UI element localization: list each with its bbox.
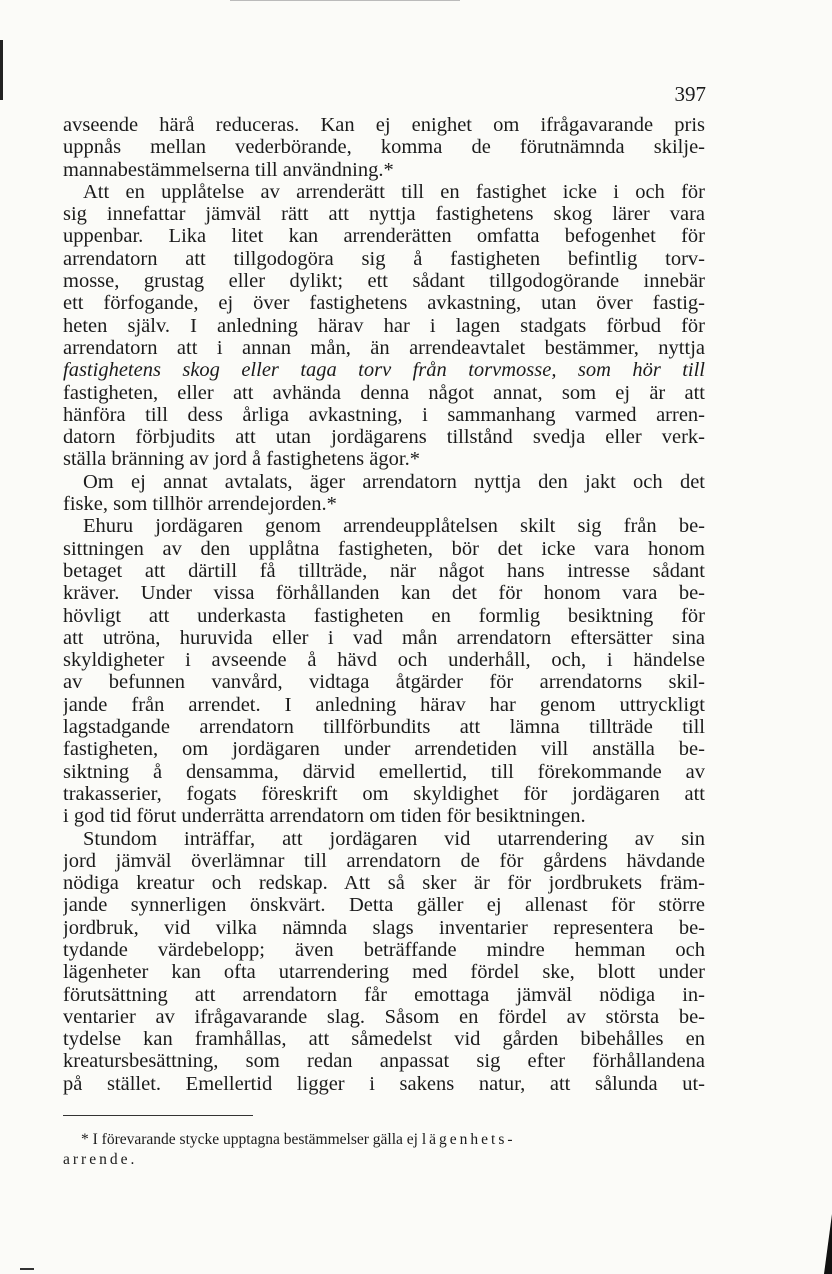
body-text <box>63 114 705 1095</box>
text-line: ett förfogande, ej över fastighetens avkastning, utan över fastig- <box>63 292 705 315</box>
text-line: jord jämväl överlämnar till arrendatorn de för gårdens hävdande <box>63 849 705 872</box>
text-line: hänföra till dess årliga avkastning, i sammanhang varmed arren- <box>63 403 705 426</box>
text-line: förutsättning att arrendatorn får emottaga jämväl nödiga in- <box>63 983 705 1006</box>
text-line: trakasserier, fogats föreskrift om skyldighet för jordägaren att <box>63 782 705 805</box>
text-line: lagstadgande arrendatorn tillförbundits att lämna tillträde till <box>63 716 705 739</box>
text-line: arrendatorn att tillgodogöra sig å fastigheten befintlig torv- <box>63 247 705 270</box>
footnote <box>63 1130 705 1170</box>
text-line: betaget att därtill få tillträde, när något hans intresse sådant <box>63 559 705 582</box>
text-line: på stället. Emellertid ligger i sakens natur, att sålunda ut- <box>63 1072 705 1095</box>
text-line: skyldigheter i avseende å hävd och underhåll, och, i händelse <box>63 649 705 672</box>
text-line: Att en upplåtelse av arrenderätt till en fastighet icke i och för <box>83 180 705 203</box>
text-line: avseende härå reduceras. Kan ej enighet om ifrågavarande pris <box>63 114 705 136</box>
text-line: siktning å densamma, därvid emellertid, till förekommande av <box>63 760 705 783</box>
text-line: tydelse kan framhållas, att såmedelst vid gården bibehålles en <box>63 1028 705 1051</box>
text-line: sittningen av den upplåtna fastigheten, bör det icke vara honom <box>63 537 705 560</box>
text-line: nödiga kreatur och redskap. Att så sker är för jordbrukets främ- <box>63 872 705 895</box>
text-line: mosse, grustag eller dylikt; ett sådant tillgodogörande innebär <box>63 270 705 293</box>
text-line: fastigheten, om jordägaren under arrendetiden vill anställa be- <box>63 738 705 761</box>
text-line: mannabestämmelserna till användning.* <box>63 158 394 181</box>
text-line: att utröna, huruvida eller i vad mån arrendatorn eftersätter sina <box>63 626 705 649</box>
text-line: av befunnen vanvård, vidtaga åtgärder för arrendatorns skil- <box>63 671 705 694</box>
text-line: lägenheter kan ofta utarrendering med fördel ske, blott under <box>63 961 705 984</box>
text-line: Ehuru jordägaren genom arrendeupplåtelsen skilt sig från be- <box>83 515 705 538</box>
text-line: datorn förbjudits att utan jordägarens tillstånd svedja eller verk- <box>63 426 705 449</box>
footnote-spaced-word: lägenhets- <box>421 1131 516 1148</box>
text-line: uppnås mellan vederbörande, komma de förutnämnda skilje- <box>63 136 705 159</box>
text-line: heten själv. I anledning härav har i lagen stadgats förbud för <box>63 314 705 337</box>
text-line: hövligt att underkasta fastigheten en formlig besiktning för <box>63 604 705 627</box>
top-rule <box>230 0 460 1</box>
footnote-line: arrende. <box>63 1151 138 1168</box>
text-line: jande från arrendet. I anledning härav har genom uttryckligt <box>63 693 705 716</box>
text-line: jordbruk, vid vilka nämnda slags inventarier representera be- <box>63 916 705 939</box>
text-line: sig innefattar jämväl rätt att nyttja fastighetens skog lärer vara <box>63 203 705 226</box>
text-line: jande synnerligen önskvärt. Detta gäller ej allenast för större <box>63 894 705 917</box>
text-line: Om ej annat avtalats, äger arrendatorn nyttja den jakt och det <box>83 470 705 493</box>
text-line: fastigheten, eller att avhända denna något annat, som ej är att <box>63 381 705 404</box>
text-line: i god tid förut underrätta arrendatorn om tiden för besiktningen. <box>63 805 586 828</box>
text-line: kräver. Under vissa förhållanden kan det för honom vara be- <box>63 582 705 605</box>
left-edge-mark <box>0 40 3 100</box>
text-line: uppenbar. Lika litet kan arrenderätten omfatta befogenhet för <box>63 225 705 248</box>
right-edge-mark <box>824 1214 832 1274</box>
text-line: tydande värdebelopp; även beträffande mindre hemman och <box>63 938 705 961</box>
footnote-divider <box>63 1115 253 1116</box>
page-number: 397 <box>674 82 706 106</box>
text-line: kreatursbesättning, som redan anpassat sig efter förhållandena <box>63 1050 705 1073</box>
text-line: fastighetens skog eller taga torv från torvmosse, som hör till <box>63 359 705 382</box>
text-line: ventarier av ifrågavarande slag. Såsom en fördel av största be- <box>63 1005 705 1028</box>
bottom-edge-mark <box>20 1268 34 1270</box>
footnote-line <box>63 1130 705 1150</box>
text-line: fiske, som tillhör arrendejorden.* <box>63 493 337 516</box>
text-line: ställa bränning av jord å fastighetens ägor.* <box>63 448 420 471</box>
text-line: arrendatorn att i annan mån, än arrendeavtalet bestämmer, nyttja <box>63 336 705 359</box>
footnote-text: * I förevarande stycke upptagna bestämmelser gälla ej <box>81 1131 418 1148</box>
text-line: Stundom inträffar, att jordägaren vid utarrendering av sin <box>83 827 705 850</box>
